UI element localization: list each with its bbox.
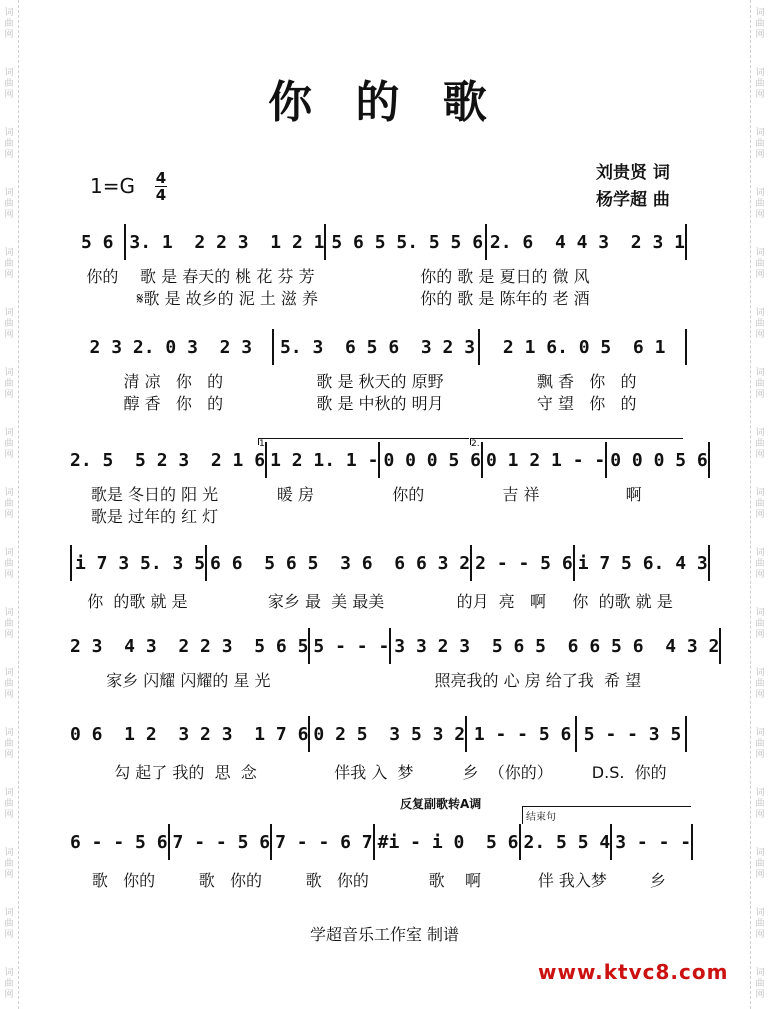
measure: 2. 6 4 4 3 2 3 1 xyxy=(489,231,685,253)
watermark-text: 词 曲 网 xyxy=(4,488,14,520)
lyric: 你 的歌 就 是 xyxy=(572,592,673,611)
watermark-text: 词 曲 网 xyxy=(755,428,765,460)
lyric-line xyxy=(70,504,690,527)
lyric: 你的 歌 是 陈年的 老 酒 xyxy=(420,289,590,308)
lyric xyxy=(239,504,690,527)
time-signature xyxy=(155,170,167,203)
watermark-text: 词 曲 网 xyxy=(755,728,765,760)
notes-row xyxy=(70,446,708,474)
right-watermark-strip xyxy=(750,0,769,1009)
watermark-text: 词 曲 网 xyxy=(755,8,765,40)
lyric-line xyxy=(70,369,690,392)
lyric: 家乡 最 美 最美 xyxy=(267,592,385,611)
lyric: 暖 房 xyxy=(276,485,314,504)
measure: 0 6 1 2 3 2 3 1 7 6 xyxy=(70,723,309,745)
watermark-text: 词 曲 网 xyxy=(4,908,14,940)
lyric-line xyxy=(70,760,690,783)
measure: 2 3 2. 0 3 2 3 xyxy=(89,336,253,358)
measure: 5 6 5 5. 5 5 6 xyxy=(331,231,484,253)
lyric: 醇 香 你 的 xyxy=(123,394,224,413)
watermark-text: 词 曲 网 xyxy=(4,428,14,460)
lyric: 歌 是 秋天的 原野 xyxy=(316,372,444,391)
measure: 5 - - - xyxy=(313,635,390,657)
lyric: 你的 歌 是 夏日的 微 风 xyxy=(420,267,590,286)
ending-annotation: 结束句 xyxy=(522,806,691,824)
measure: 2. 5 5 4 xyxy=(523,831,611,853)
composer-credit: 杨学超 曲 xyxy=(596,190,670,210)
measure: 3. 1 2 2 3 1 2 1 xyxy=(129,231,325,253)
volta-2: 2. xyxy=(470,438,683,445)
lyric: 照亮我的 心 房 给了我 希 望 xyxy=(434,671,642,690)
lyric-line xyxy=(70,589,690,612)
repeat-annotation: 反复副歌转A调 xyxy=(400,797,482,811)
notes-row xyxy=(70,228,690,256)
notes-row xyxy=(70,333,690,361)
watermark-text: 词 曲 网 xyxy=(755,368,765,400)
notes-row xyxy=(70,828,690,856)
watermark-text: 词 曲 网 xyxy=(755,908,765,940)
watermark-text: 词 曲 网 xyxy=(755,788,765,820)
volta-1: 1. xyxy=(258,438,469,445)
notes-row xyxy=(70,632,720,660)
watermark-text: 词 曲 网 xyxy=(4,728,14,760)
measure: 2 3 4 3 2 2 3 5 6 5 xyxy=(70,635,309,657)
measure: 0 0 0 5 6 xyxy=(383,449,481,471)
lyric: 啊 xyxy=(625,485,642,504)
watermark-text: 词 曲 网 xyxy=(4,188,14,220)
watermark-text: 词 曲 网 xyxy=(4,668,14,700)
measure: 3 - - - xyxy=(615,831,692,853)
watermark-text: 词 曲 网 xyxy=(4,128,14,160)
watermark-text: 词 曲 网 xyxy=(755,128,765,160)
notes-row xyxy=(70,720,690,748)
lyric: 𝄋歌 是 故乡的 泥 土 滋 养 xyxy=(136,289,319,308)
watermark-text: 词 曲 网 xyxy=(755,488,765,520)
lyric: 乡 xyxy=(649,871,666,890)
lyric: D.S. 你的 xyxy=(591,763,667,782)
watermark-text: 词 曲 网 xyxy=(4,548,14,580)
watermark-text: 词 曲 网 xyxy=(4,68,14,100)
time-top: 4 xyxy=(155,169,167,187)
watermark-text: 词 曲 网 xyxy=(755,308,765,340)
watermark-text: 词 曲 网 xyxy=(4,848,14,880)
measure: 3 3 2 3 5 6 5 6 6 5 6 4 3 2 xyxy=(394,635,720,657)
lyric: 乡 （你的） xyxy=(462,763,553,782)
measure: 5 6 xyxy=(80,231,114,253)
watermark-text: 词 曲 网 xyxy=(755,248,765,280)
measure: i 7 5 6. 4 3 xyxy=(577,552,708,574)
lyric: 的月 亮 啊 xyxy=(456,592,547,611)
lyric: 歌 你的 xyxy=(198,871,262,890)
watermark-text: 词 曲 网 xyxy=(4,788,14,820)
lyric-line xyxy=(70,286,690,309)
watermark-text: 词 曲 网 xyxy=(4,308,14,340)
measure: 0 0 0 5 6 xyxy=(610,449,708,471)
lyric: 你 的歌 就 是 xyxy=(87,592,188,611)
lyric: 歌是 过年的 红 灯 xyxy=(90,507,219,526)
notes-row xyxy=(70,549,708,577)
lyric: 歌 是 中秋的 明月 xyxy=(316,394,444,413)
measure: 6 6 5 6 5 3 6 6 6 3 2 xyxy=(210,552,471,574)
lyric-line xyxy=(70,482,690,505)
measure: 1 - - 5 6 xyxy=(473,723,572,745)
watermark-text: 词 曲 网 xyxy=(4,248,14,280)
measure: #i - i 0 5 6 xyxy=(377,831,519,853)
watermark-text: 词 曲 网 xyxy=(755,608,765,640)
watermark-text: 词 曲 网 xyxy=(755,188,765,220)
watermark-text: 词 曲 网 xyxy=(4,968,14,1000)
left-watermark-strip xyxy=(0,0,19,1009)
lyric: 歌 你的 xyxy=(91,871,156,890)
song-title: 你 的 歌 xyxy=(268,77,501,128)
website-logo: www.ktvc8.com xyxy=(538,960,729,984)
lyric: 歌 你的 xyxy=(305,871,369,890)
lyric: 歌 啊 xyxy=(428,871,481,890)
lyric: 伴 我入梦 xyxy=(537,871,607,890)
lyric: 吉 祥 xyxy=(502,485,540,504)
lyric: 歌是 冬日的 阳 光 xyxy=(90,485,219,504)
measure: 6 - - 5 6 xyxy=(70,831,168,853)
measure: 7 - - 6 7 xyxy=(275,831,373,853)
lyric-line xyxy=(70,391,690,414)
measure: 5. 3 6 5 6 3 2 3 xyxy=(279,336,476,358)
lyricist-credit: 刘贵贤 词 xyxy=(596,163,670,183)
measure: 0 2 5 3 5 3 2 xyxy=(313,723,466,745)
watermark-text: 词 曲 网 xyxy=(755,68,765,100)
watermark-text: 词 曲 网 xyxy=(4,8,14,40)
lyric xyxy=(307,668,386,691)
lyric: 勾 起了 我的 思 念 xyxy=(114,763,257,782)
lyric: 歌 是 春天的 桃 花 芬 芳 xyxy=(140,267,315,286)
lyric: 家乡 闪耀 闪耀的 星 光 xyxy=(106,671,271,690)
lyric-line xyxy=(70,264,690,287)
measure: 1 2 1. 1 - xyxy=(270,449,379,471)
watermark-text: 词 曲 网 xyxy=(755,548,765,580)
time-bottom: 4 xyxy=(155,186,167,204)
watermark-text: 词 曲 网 xyxy=(4,608,14,640)
lyric: 伴我 入 梦 xyxy=(334,763,414,782)
measure: 5 - - 3 5 xyxy=(583,723,682,745)
lyric-line xyxy=(70,668,690,691)
lyric xyxy=(70,286,135,309)
lyric-line xyxy=(70,868,690,891)
footer-credit: 学超音乐工作室 制谱 xyxy=(309,925,460,944)
lyric: 飘 香 你 的 xyxy=(536,372,637,391)
lyric: 清 凉 你 的 xyxy=(123,372,224,391)
watermark-text: 词 曲 网 xyxy=(755,668,765,700)
measure: 7 - - 5 6 xyxy=(172,831,271,853)
lyric: 守 望 你 的 xyxy=(536,394,637,413)
key-signature: 1=G xyxy=(90,174,135,198)
watermark-text: 词 曲 网 xyxy=(4,368,14,400)
lyric: 你的 xyxy=(392,485,425,504)
measure: i 7 3 5. 3 5 xyxy=(75,552,206,574)
watermark-text: 词 曲 网 xyxy=(755,848,765,880)
lyric: 你的 xyxy=(86,267,119,286)
measure: 2. 5 5 2 3 2 1 6 xyxy=(70,449,266,471)
measure: 2 1 6. 0 5 6 1 xyxy=(502,336,666,358)
measure: 2 - - 5 6 xyxy=(475,552,573,574)
measure: 0 1 2 1 - - xyxy=(486,449,606,471)
watermark-text: 词 曲 网 xyxy=(755,968,765,1000)
